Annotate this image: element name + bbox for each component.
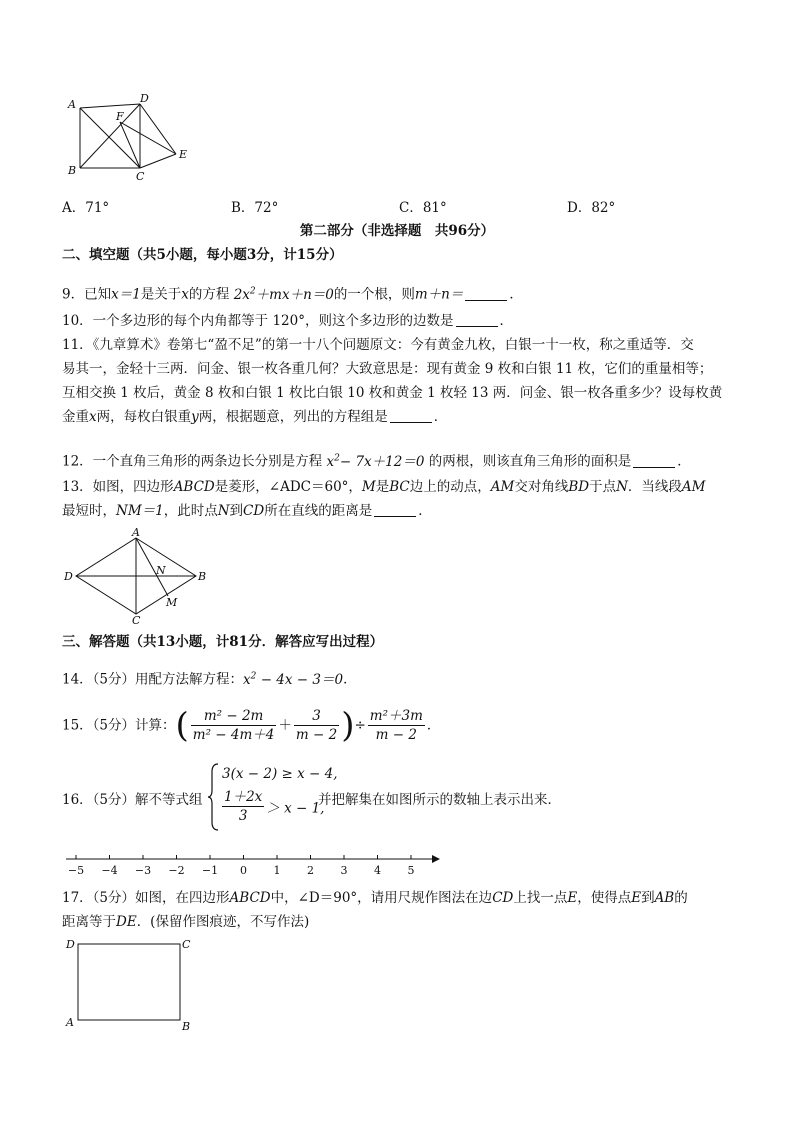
q15: 15．（5分）计算：( $\frac{\text{m² − 2m}}{\text{m² − 4m＋4}}$ ＋ $\frac{3}{m - 2}$ )÷ $\frac{\text{m²＋3m}}{m - 2}$ ． (62, 705, 441, 746)
fig8-label-c: C (136, 170, 145, 183)
q14: 14．（5分）用配方法解方程：$x^2 - 4x - 3=0$． (62, 671, 357, 688)
number-line-label: 5 (407, 864, 415, 877)
fig17-label-d: D (66, 938, 75, 951)
number-line-label: −2 (168, 864, 185, 877)
q12-answer-blank[interactable] (633, 453, 675, 468)
fig13-label-d: D (64, 570, 73, 583)
q11: 11．《九章算术》卷第七“盈不足”的第一十八个问题原文：今有黄金九枚，白银一十一枚，称之重适等．交 易其一，金轻十三两．问金、银一枚各重几何？大致意思是：现有黄金 9 枚和白银 11 枚，它们的重量相等； 互相交换 1 枚后，黄金 8 枚和白银 1 枚比白银 10 枚和黄金 1 枚轻 13 两．问金、银一枚各重多少？设每枚黄 金重x两，每枚白银重y两，根据题意，列出的方程组是 ． (62, 337, 723, 425)
fig8-label-b: B (68, 164, 77, 177)
fig8-label-e: E (179, 148, 188, 161)
number-line-label: −4 (101, 864, 118, 877)
choice-c: C．81° (399, 200, 447, 216)
fig17-label-b: B (182, 1020, 191, 1033)
q13-answer-blank[interactable] (374, 502, 416, 517)
number-line-label: −1 (201, 864, 219, 877)
q13: 13．如图，四边形ABCD是菱形，∠ADC＝60°，M是BC边上的动点，AM交对角线BD于点N．当线段AM 最短时，NM＝1，此时点N到CD所在直线的距离是 ． (62, 479, 706, 519)
q12: 12．一个直角三角形的两条边长分别是方程 $x^2- 7x+12=0$ 的两根，则该直角三角形的面积是 ． (62, 453, 691, 470)
fig13-label-m: M (166, 596, 178, 609)
q17-figure (60, 934, 200, 1034)
q10-answer-blank[interactable] (456, 312, 498, 327)
fig13-label-b: B (198, 570, 207, 583)
q10: 10．一个多边形的每个内角都等于 120°，则这个多边形的边数是 ． (62, 313, 513, 329)
number-line-label: −5 (67, 864, 85, 877)
choice-b: B．72° (231, 200, 279, 216)
number-line-label: 2 (307, 864, 314, 877)
section3-title: 三、解答题（共13小题，计81分．解答应写出过程） (62, 634, 384, 650)
number-line[interactable] (62, 850, 452, 878)
number-line-label: −3 (134, 864, 152, 877)
number-line-label: 3 (340, 864, 348, 877)
fig8-label-d: D (140, 92, 149, 105)
fig8-label-f: F (116, 110, 124, 123)
choice-a: A．71° (62, 200, 110, 216)
number-line-label: 1 (273, 864, 281, 877)
number-line-label: 0 (240, 864, 247, 877)
fig17-label-a: A (66, 1016, 74, 1029)
fig13-label-n: N (156, 564, 166, 577)
q8-choices (62, 196, 742, 216)
fig13-label-a: A (132, 526, 140, 539)
brace-icon (208, 762, 220, 832)
q11-answer-blank[interactable] (390, 408, 432, 423)
section2-title: 二、填空题（共5小题，每小题3分，计15分） (62, 247, 343, 263)
q9-answer-blank[interactable] (465, 286, 507, 301)
q13-figure (60, 526, 220, 626)
q9: 9．已知x＝1是关于x的方程 $2x^2+mx+n=0$的一个根，则m＋n＝ ． (62, 286, 523, 303)
q8-figure (60, 92, 200, 184)
part2-title: 第二部分（非选择题 共96分） (299, 223, 495, 239)
choice-d: D．82° (567, 200, 616, 216)
number-line-label: 4 (374, 864, 381, 877)
fig17-label-c: C (182, 938, 191, 951)
fig13-label-c: C (132, 614, 141, 626)
fig8-label-a: A (68, 98, 76, 111)
q17: 17．（5分）如图，在四边形ABCD中，∠D＝90°，请用尺规作图法在边CD上找一点E，使得点E到AB的 距离等于DE．(保留作图痕迹，不写作法) (62, 890, 688, 930)
